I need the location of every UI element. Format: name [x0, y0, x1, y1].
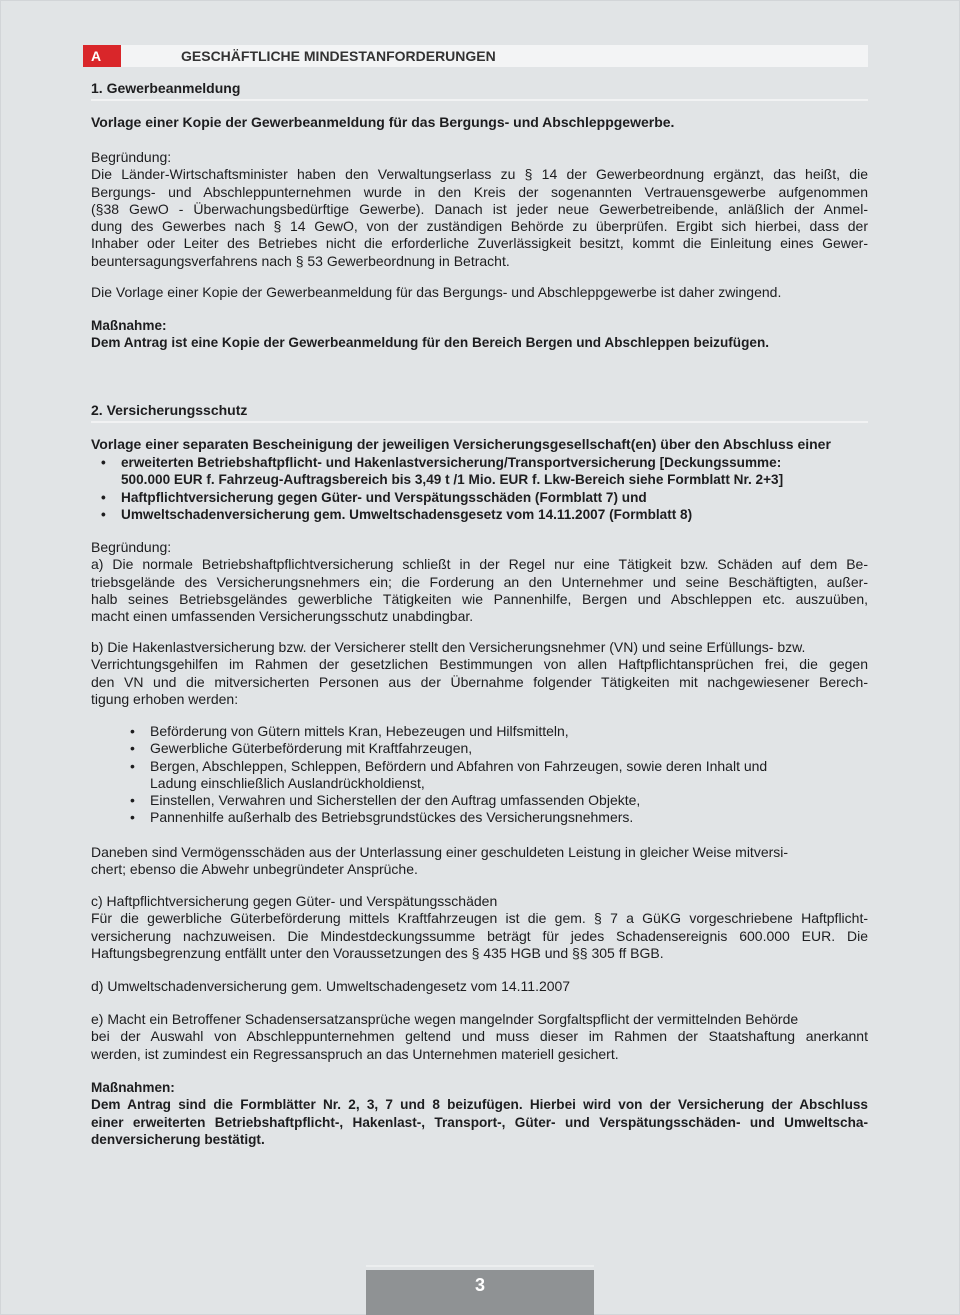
text-line: Dem Antrag sind die Formblätter Nr. 2, 3, 7 und 8 beizufügen. Hierbei wird von der Versicherung der Abschluss [91, 1097, 868, 1113]
text-line: a) Die normale Betriebshaftpflichtversicherung schließt in der Regel nur eine Tätigkeit bzw. Schäden auf dem Be- [91, 556, 868, 573]
text-line: einer erweiterten Betriebshaftpflicht-, Hakenlast-, Transport-, Güter- und Verspätungsschäden- und Umweltscha- [91, 1114, 868, 1130]
list-item-text: erweiterten Betriebshaftpflicht- und Hakenlastversicherung/Transportversicherung [Deckungssumme: [121, 455, 782, 470]
list-item-text: Haftpflichtversicherung gegen Güter- und Verspätungsschäden (Formblatt 7) und [121, 489, 647, 505]
list-item [120, 723, 767, 740]
text-line: halb seines Betriebsgeländes gewerbliche Tätigkeiten wie Pannenhilfe, Bergen und Abschleppen etc. auszuüben, [91, 590, 868, 607]
reason-gewerbeanmeldung [91, 149, 868, 270]
text-line: beuntersagungsverfahrens nach § 53 Gewerbeordnung in Betracht. [91, 252, 510, 269]
reason-d [91, 978, 570, 995]
section-title: GESCHÄFTLICHE MINDESTANFORDERUNGEN [181, 48, 496, 64]
lead-gewerbeanmeldung: Vorlage einer Kopie der Gewerbeanmeldung für das Bergungs- und Abschleppgewerbe. [91, 114, 675, 130]
bullet-icon: • [130, 740, 135, 757]
text-line: Haftungsbegrenzung entfällt unter den Voraussetzungen des § 435 HGB und §§ 305 ff BGB. [91, 944, 664, 961]
text-line: Bergungs- und Abschleppunternehmen wurde in den Kreis der sogenannten Vertrauensgewerbe aufgenommen [91, 183, 868, 200]
list-item-text: Pannenhilfe außerhalb des Betriebsgrundstückes des Versicherungsnehmers. [150, 809, 634, 826]
heading-rule [91, 99, 868, 101]
bullet-icon: • [130, 792, 135, 809]
list-item-text: Beförderung von Gütern mittels Kran, Hebezeugen und Hilfsmitteln, [150, 723, 569, 739]
text-line: Inhaber oder Leiter des Betriebes nicht die erforderliche Zuverlässigkeit besitzt, kommt die Einleitung eines Gewer- [91, 235, 868, 252]
text-line: dung des Gewerbes nach § 14 GewO, von der zuständigen Behörde zu überprüfen. Ergibt sich hierbei, dass der [91, 218, 868, 235]
list-item [91, 454, 783, 471]
list-item [91, 506, 783, 523]
text-line: chert; ebenso die Abwehr unbegründeter Ansprüche. [91, 861, 418, 878]
list-item-continuation [120, 775, 767, 792]
measure-gewerbeanmeldung [91, 317, 769, 352]
measures-versicherung [91, 1079, 868, 1148]
activities-list [120, 723, 767, 827]
text-line: Begründung: [91, 539, 172, 555]
text-line: Begründung: [91, 149, 172, 165]
text-line: denversicherung bestätigt. [91, 1131, 265, 1147]
text-line: Maßnahme: [91, 318, 167, 333]
heading-versicherungsschutz: 2. Versicherungsschutz [91, 402, 248, 418]
reason-b [91, 639, 868, 708]
list-item-text: Gewerbliche Güterbeförderung mit Kraftfahrzeugen, [150, 740, 473, 757]
text-line: triebsgelände des Versicherungsnehmers ein; die Forderung an den Unternehmer und seine Beschäftigten, außer- [91, 573, 868, 590]
bullet-icon: • [101, 489, 106, 505]
list-item-continuation [91, 471, 783, 488]
heading-gewerbeanmeldung: 1. Gewerbeanmeldung [91, 80, 241, 96]
text-line: (§38 GewO - Überwachungsbedürftige Gewerbe). Danach ist jeder neue Gewerbetreibende, anläßlich der Anmel- [91, 200, 868, 217]
text-line: tigung erhoben werden: [91, 690, 239, 707]
text-line: Für die gewerbliche Güterbeförderung mittels Kraftfahrzeugen ist die gem. § 7 a GüKG vorgeschriebene Haftpflicht- [91, 910, 868, 927]
list-item [120, 809, 767, 826]
section-header-bar [121, 45, 868, 67]
heading-rule [91, 421, 868, 423]
text-line: Dem Antrag ist eine Kopie der Gewerbeanmeldung für den Bereich Bergen und Abschleppen beizufügen. [91, 335, 770, 351]
text-line: versicherung nachzuweisen. Die Mindestdeckungssumme beträgt für jedes Schadensereignis 600.000 EUR. Die [91, 927, 868, 944]
bullet-icon: • [130, 809, 135, 826]
bullet-icon: • [130, 757, 135, 774]
insurance-bullet-list [91, 454, 783, 523]
text-line: Verrichtungsgehilfen im Rahmen der gesetzlichen Bestimmungen von allen Haftpflichtansprüchen frei, die gegen [91, 656, 868, 673]
reason-c [91, 893, 868, 962]
reason-a [91, 539, 868, 625]
text-line: Die Vorlage einer Kopie der Gewerbeanmeldung für das Bergungs- und Abschleppgewerbe ist daher zwingend. [91, 284, 782, 300]
list-item [120, 792, 767, 809]
text-line: Daneben sind Vermögensschäden aus der Unterlassung einer geschuldeten Leistung in gleicher Weise mitversi- [91, 844, 789, 860]
list-item-text: Ladung einschließlich Auslandrückholdienst, [150, 774, 425, 791]
text-line: c) Haftpflichtversicherung gegen Güter- und Verspätungsschäden [91, 893, 498, 909]
list-item [120, 740, 767, 757]
section-letter-badge: A [83, 45, 121, 67]
text-line: e) Macht ein Betroffener Schadensersatzansprüche wegen mangelnder Sorgfaltspflicht der vermittelnden Behörde [91, 1011, 799, 1027]
list-item [91, 489, 783, 506]
text-line: Die Länder-Wirtschaftsminister haben den Verwaltungserlass zu § 14 der Gewerbeordnung ergänzt, das heißt, die [91, 166, 868, 183]
text-line: den VN und die mitversicherten Personen aus der Übernahme folgender Tätigkeiten mit nachgewiesener Berech- [91, 673, 868, 690]
list-item-text: Bergen, Abschleppen, Schleppen, Befördern und Abfahren von Fahrzeugen, sowie deren Inhalt und [150, 757, 768, 774]
bullet-icon: • [101, 506, 106, 522]
lead-versicherungsschutz: Vorlage einer separaten Bescheinigung der jeweiligen Versicherungsgesellschaft(en) über den Abschluss einer [91, 436, 831, 452]
list-item-text: 500.000 EUR f. Fahrzeug-Auftragsbereich bis 3,49 t /1 Mio. EUR f. Lkw-Bereich siehe Formblatt Nr. 2+3] [121, 472, 784, 488]
page-number: 3 [366, 1270, 594, 1315]
text-line: bei der Auswahl von Abschleppunternehmen geltend und muss dieser im Rahmen der Staatshaftung anerkannt [91, 1028, 868, 1045]
text-line: werden, ist zumindest ein Regressanspruch an das Unternehmen materiell gesichert. [91, 1045, 619, 1062]
list-item-text: Umweltschadenversicherung gem. Umweltschadensgesetz vom 14.11.2007 (Formblatt 8) [121, 506, 693, 522]
daneben-paragraph [91, 844, 788, 879]
text-line: b) Die Hakenlastversicherung bzw. der Versicherer stellt den Versicherungsnehmer (VN) und seine Erfüllungs- bzw. [91, 639, 806, 655]
bullet-icon: • [101, 455, 106, 470]
text-line: macht einen umfassenden Versicherungsschutz unabdingbar. [91, 608, 474, 625]
conclusion-paragraph [91, 284, 781, 301]
footer-rule [366, 1265, 594, 1267]
list-item [120, 758, 767, 775]
list-item-text: Einstellen, Verwahren und Sicherstellen der den Auftrag umfassenden Objekte, [150, 792, 641, 809]
text-line: d) Umweltschadenversicherung gem. Umweltschadengesetz vom 14.11.2007 [91, 978, 571, 994]
reason-e [91, 1011, 868, 1063]
text-line: Maßnahmen: [91, 1080, 175, 1095]
bullet-icon: • [130, 723, 135, 739]
